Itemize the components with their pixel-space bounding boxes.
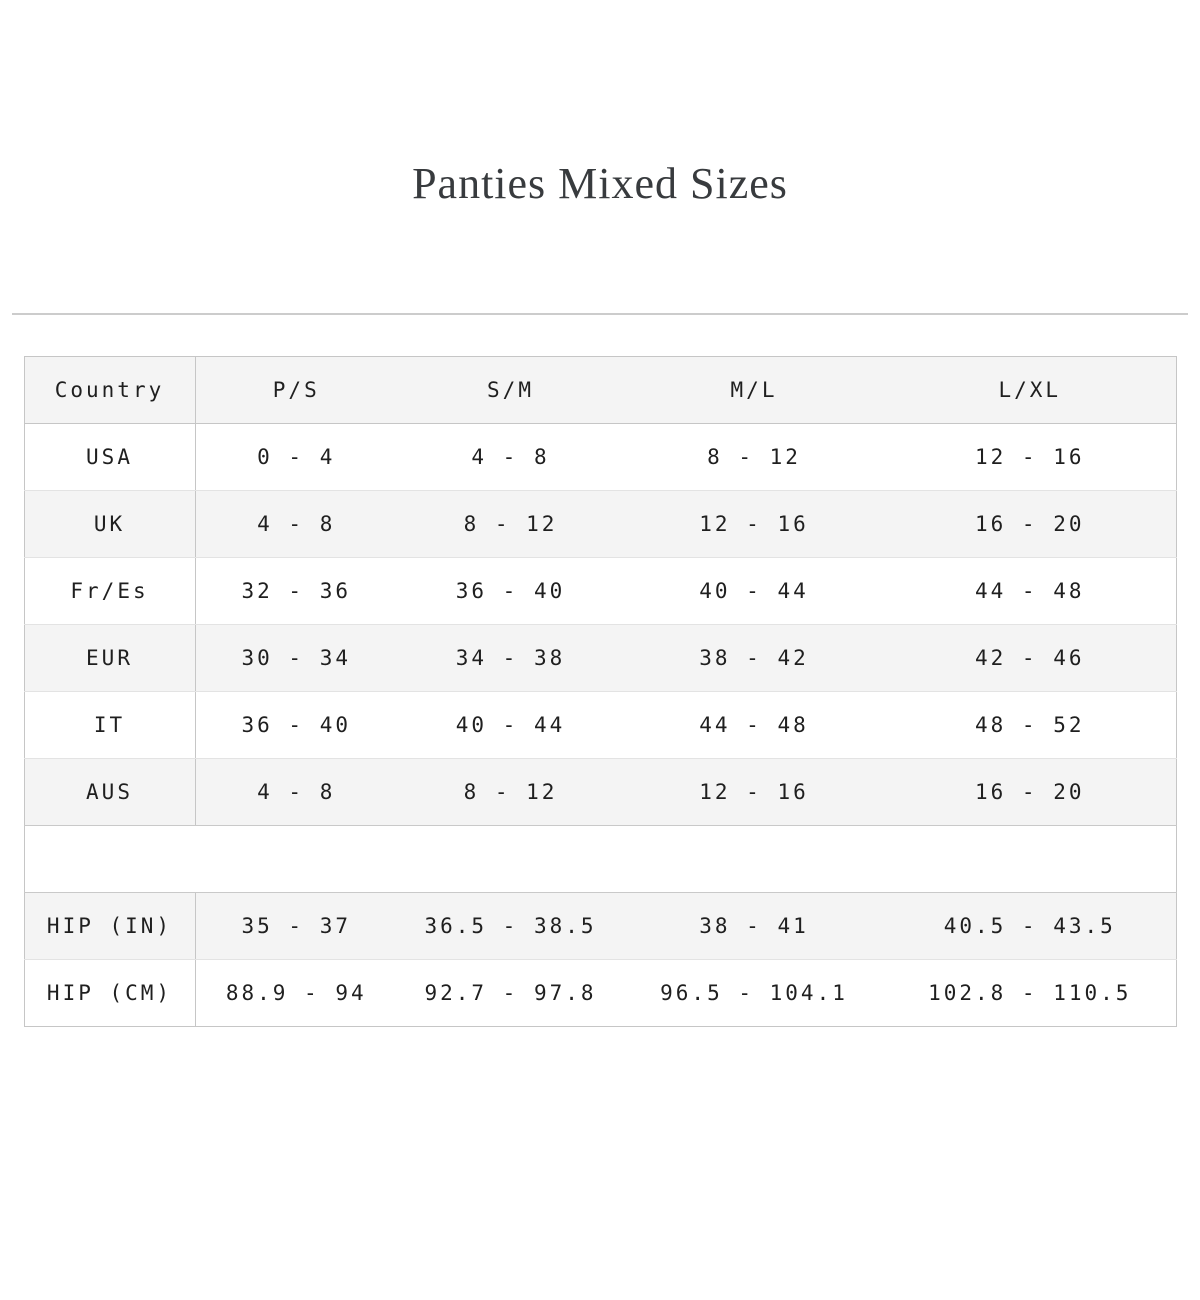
table-row-fres <box>24 557 1176 624</box>
table-row-uk <box>24 490 1176 557</box>
size-cell: 42 - 46 <box>884 624 1176 691</box>
table-row-hip-cm <box>24 959 1176 1026</box>
size-cell: 8 - 12 <box>397 490 624 557</box>
size-cell: 92.7 - 97.8 <box>424 980 597 1005</box>
size-cell: 30 - 34 <box>195 624 397 691</box>
size-cell: 44 - 48 <box>624 691 884 758</box>
size-cell: 0 - 4 <box>195 423 397 490</box>
row-label: EUR <box>24 624 195 691</box>
size-cell: 12 - 16 <box>624 490 884 557</box>
row-label: HIP (IN) <box>24 892 195 959</box>
size-cell: 12 - 16 <box>884 423 1176 490</box>
size-cell: 40 - 44 <box>397 691 624 758</box>
size-cell: 4 - 8 <box>397 423 624 490</box>
row-label: UK <box>24 490 195 557</box>
size-cell: 35 - 37 <box>195 892 397 959</box>
table-row-hip-in <box>24 892 1176 959</box>
table-row-usa <box>24 423 1176 490</box>
row-label: Fr/Es <box>24 557 195 624</box>
size-cell: 4 - 8 <box>195 758 397 825</box>
spacer-cell <box>24 825 1176 892</box>
row-label: USA <box>24 423 195 490</box>
column-header-ps: P/S <box>195 356 397 423</box>
row-label: HIP (CM) <box>24 959 195 1026</box>
size-cell: 88.9 - 94 <box>225 980 367 1005</box>
size-cell: 16 - 20 <box>884 490 1176 557</box>
size-cell: 16 - 20 <box>884 758 1176 825</box>
size-cell: 102.8 - 110.5 <box>928 980 1132 1005</box>
size-cell: 44 - 48 <box>884 557 1176 624</box>
column-header-sm: S/M <box>397 356 624 423</box>
table-row-it <box>24 691 1176 758</box>
size-chart-table <box>24 356 1177 1027</box>
size-cell: 96.5 - 104.1 <box>660 980 848 1005</box>
row-label: IT <box>24 691 195 758</box>
size-cell: 36 - 40 <box>195 691 397 758</box>
column-header-ml: M/L <box>624 356 884 423</box>
size-cell: 34 - 38 <box>397 624 624 691</box>
size-cell: 12 - 16 <box>624 758 884 825</box>
size-cell: 36 - 40 <box>397 557 624 624</box>
size-cell: 38 - 41 <box>624 892 884 959</box>
row-label: AUS <box>24 758 195 825</box>
column-header-country: Country <box>24 356 195 423</box>
header-row <box>24 356 1176 423</box>
size-cell: 32 - 36 <box>195 557 397 624</box>
size-cell: 36.5 - 38.5 <box>397 892 624 959</box>
size-cell: 8 - 12 <box>624 423 884 490</box>
table-row-eur <box>24 624 1176 691</box>
size-cell: 48 - 52 <box>884 691 1176 758</box>
size-cell: 38 - 42 <box>624 624 884 691</box>
section-divider <box>12 313 1188 315</box>
size-cell: 4 - 8 <box>195 490 397 557</box>
page-title: Panties Mixed Sizes <box>412 159 788 208</box>
size-cell: 40 - 44 <box>624 557 884 624</box>
column-header-lxl: L/XL <box>884 356 1176 423</box>
table-row-aus <box>24 758 1176 825</box>
size-cell: 8 - 12 <box>397 758 624 825</box>
size-cell: 40.5 - 43.5 <box>884 892 1176 959</box>
spacer-row <box>24 825 1176 892</box>
